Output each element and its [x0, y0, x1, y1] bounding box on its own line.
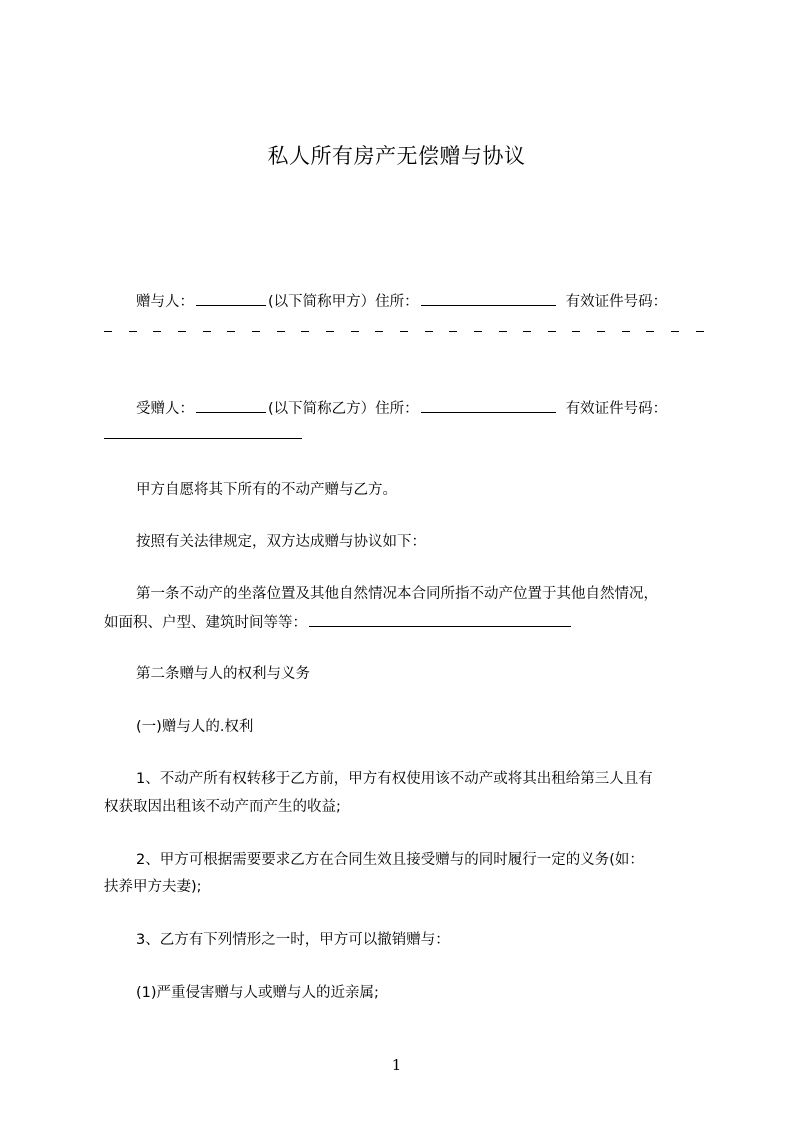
donor-id-label: 有效证件号码：	[565, 294, 668, 310]
donee-abbrev: (以下简称乙方）住所：	[268, 401, 419, 417]
donee-address-blank	[421, 398, 556, 413]
donor-address-blank	[421, 291, 556, 306]
item1-line1: 1、不动产所有权转移于乙方前，甲方有权使用该不动产或将其出租给第三人且有	[136, 771, 653, 787]
intent-paragraph: 甲方自愿将其下所有的不动产赠与乙方。	[136, 482, 397, 498]
article2-title: 第二条赠与人的权利与义务	[136, 666, 310, 682]
donor-label: 赠与人：	[136, 294, 194, 310]
donee-id-label: 有效证件号码：	[565, 401, 668, 417]
donor-name-blank	[196, 291, 266, 306]
article1-line1: 第一条不动产的坐落位置及其他自然情况本合同所指不动产位置于其他自然情况，	[136, 586, 658, 602]
donee-id-line	[104, 424, 704, 445]
property-details-blank	[309, 612, 571, 627]
donor-line	[104, 291, 704, 312]
donor-abbrev: (以下简称甲方）住所：	[268, 294, 419, 310]
donee-label: 受赠人：	[136, 401, 194, 417]
donor-id-dash-blank	[104, 321, 704, 341]
donee-line	[104, 398, 704, 419]
agreement-intro-paragraph: 按照有关法律规定，双方达成赠与协议如下：	[136, 534, 426, 550]
item2-line2: 扶养甲方夫妻);	[104, 879, 202, 895]
article1-line2: 如面积、户型、建筑时间等等：	[104, 612, 704, 633]
donee-id-blank	[104, 424, 302, 439]
item3-sub1-paragraph: (1)严重侵害赠与人或赠与人的近亲属;	[136, 985, 379, 1001]
item2-line1: 2、甲方可根据需要要求乙方在合同生效且接受赠与的同时履行一定的义务(如：	[136, 852, 644, 868]
section1-title: (一)赠与人的.权利	[136, 719, 254, 735]
page-number: 1	[391, 1056, 402, 1074]
document-title: 私人所有房产无偿赠与协议	[267, 144, 526, 168]
item3-paragraph: 3、乙方有下列情形之一时，甲方可以撤销赠与：	[136, 932, 450, 948]
donee-name-blank	[196, 398, 266, 413]
item1-line2: 权获取因出租该不动产而产生的收益;	[104, 799, 341, 815]
